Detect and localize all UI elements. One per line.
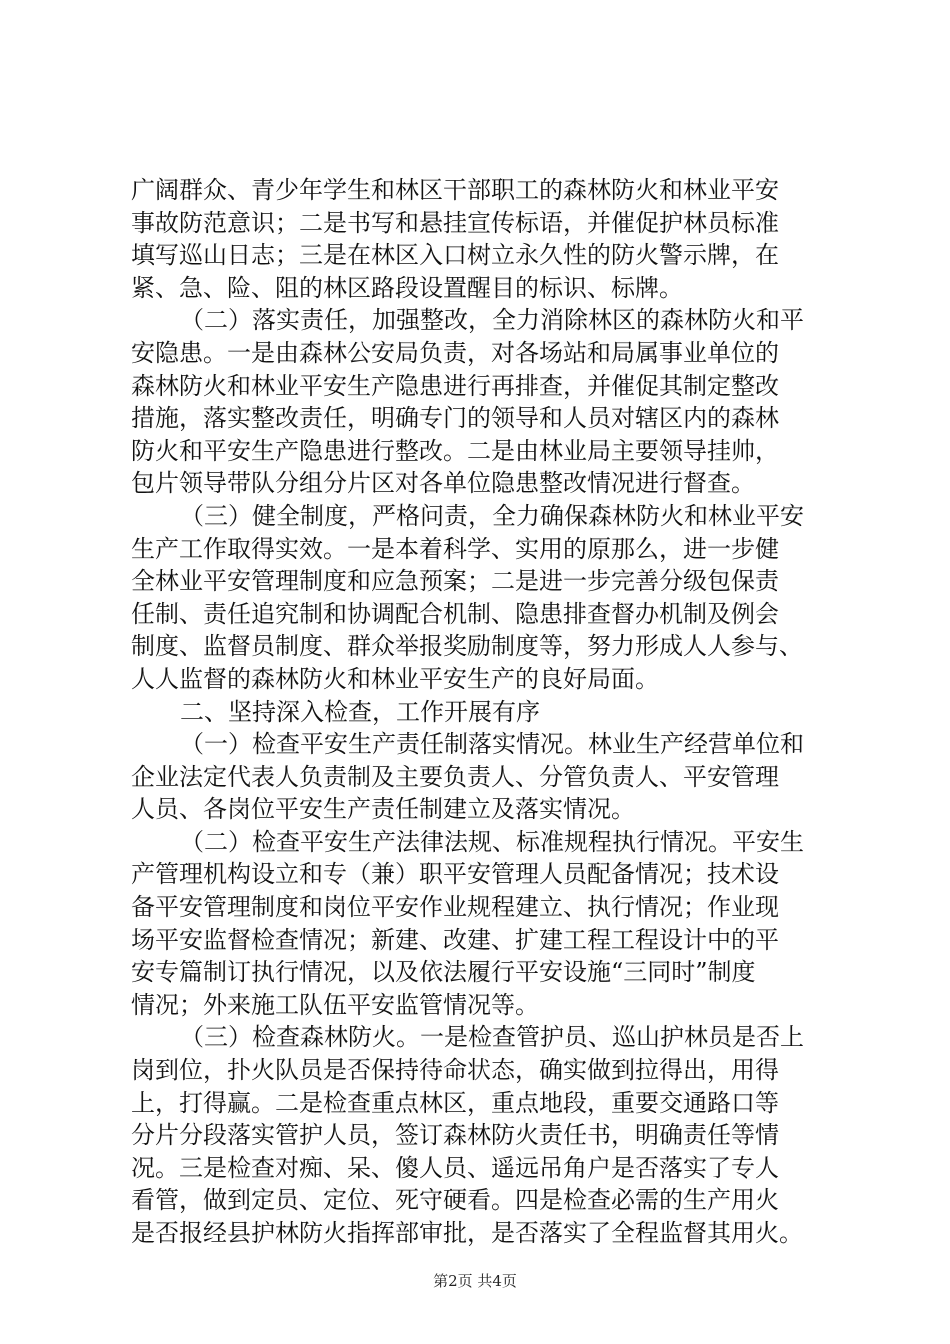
text-line: 填写巡山日志；三是在林区入口树立永久性的防火警示牌，在 (131, 241, 779, 270)
body-text (131, 174, 831, 1250)
text-line: 生产工作取得实效。一是本着科学、实用的原那么，进一步健 (131, 534, 779, 563)
paragraph-start-line: （三）健全制度，严格问责，全力确保森林防火和林业平安 (180, 501, 804, 530)
text-line: 看管，做到定员、定位、死守硬看。四是检查必需的生产用火 (131, 1186, 779, 1215)
text-line: 场平安监督检查情况；新建、改建、扩建工程工程设计中的平 (131, 925, 779, 954)
paragraph-start-line: （一）检查平安生产责任制落实情况。林业生产经营单位和 (180, 730, 804, 759)
text-line: 岗到位，扑火队员是否保持待命状态，确实做到拉得出，用得 (131, 1056, 779, 1085)
text-line: 制度、监督员制度、群众举报奖励制度等，努力形成人人参与、 (131, 632, 803, 661)
text-line: 情况；外来施工队伍平安监管情况等。 (131, 990, 539, 1019)
text-line: 况。三是检查对痴、呆、傻人员、遥远吊角户是否落实了专人 (131, 1153, 779, 1182)
text-line: 事故防范意识；二是书写和悬挂宣传标语，并催促护林员标准 (131, 208, 779, 237)
text-line: 包片领导带队分组分片区对各单位隐患整改情况进行督查。 (131, 469, 755, 498)
text-line: 全林业平安管理制度和应急预案；二是进一步完善分级包保责 (131, 567, 779, 596)
paragraph-start-line: （二）检查平安生产法律法规、标准规程执行情况。平安生 (180, 827, 804, 856)
text-line: 任制、责任追究制和协调配合机制、隐患排查督办机制及例会 (131, 599, 779, 628)
paragraph-start-line: （三）检查森林防火。一是检查管护员、巡山护林员是否上 (180, 1023, 804, 1052)
text-line: 防火和平安生产隐患进行整改。二是由林业局主要领导挂帅， (131, 436, 779, 465)
text-line: 森林防火和林业平安生产隐患进行再排查，并催促其制定整改 (131, 371, 779, 400)
text-line: 是否报经县护林防火指挥部审批，是否落实了全程监督其用火。 (131, 1219, 803, 1247)
text-line: 分片分段落实管护人员，签订森林防火责任书，明确责任等情 (131, 1121, 779, 1150)
text-line: 措施，落实整改责任，明确专门的领导和人员对辖区内的森林 (131, 404, 779, 433)
text-line: 备平安管理制度和岗位平安作业规程建立、执行情况；作业现 (131, 893, 779, 922)
text-line: 上，打得赢。二是检查重点林区，重点地段，重要交通路口等 (131, 1088, 779, 1117)
text-line: 紧、急、险、阻的林区路段设置醒目的标识、标牌。 (131, 273, 683, 302)
paragraph-start-line: （二）落实责任，加强整改，全力消除林区的森林防火和平 (180, 306, 804, 335)
text-line: 广阔群众、青少年学生和林区干部职工的森林防火和林业平安 (131, 176, 779, 204)
text-line: 人人监督的森林防火和林业平安生产的良好局面。 (131, 664, 659, 693)
text-line: 安隐患。一是由森林公安局负责，对各场站和局属事业单位的 (131, 338, 779, 367)
text-line: 人员、各岗位平安生产责任制建立及落实情况。 (131, 795, 635, 824)
text-line: 安专篇制订执行情况，以及依法履行平安设施“三同时”制度 (131, 958, 756, 987)
section-heading: 二、坚持深入检查，工作开展有序 (180, 697, 540, 726)
text-line: 企业法定代表人负责制及主要负责人、分管负责人、平安管理 (131, 762, 779, 791)
text-line: 产管理机构设立和专（兼）职平安管理人员配备情况；技术设 (131, 860, 779, 889)
page-number-footer: 第2页 共4页 (433, 1272, 517, 1290)
